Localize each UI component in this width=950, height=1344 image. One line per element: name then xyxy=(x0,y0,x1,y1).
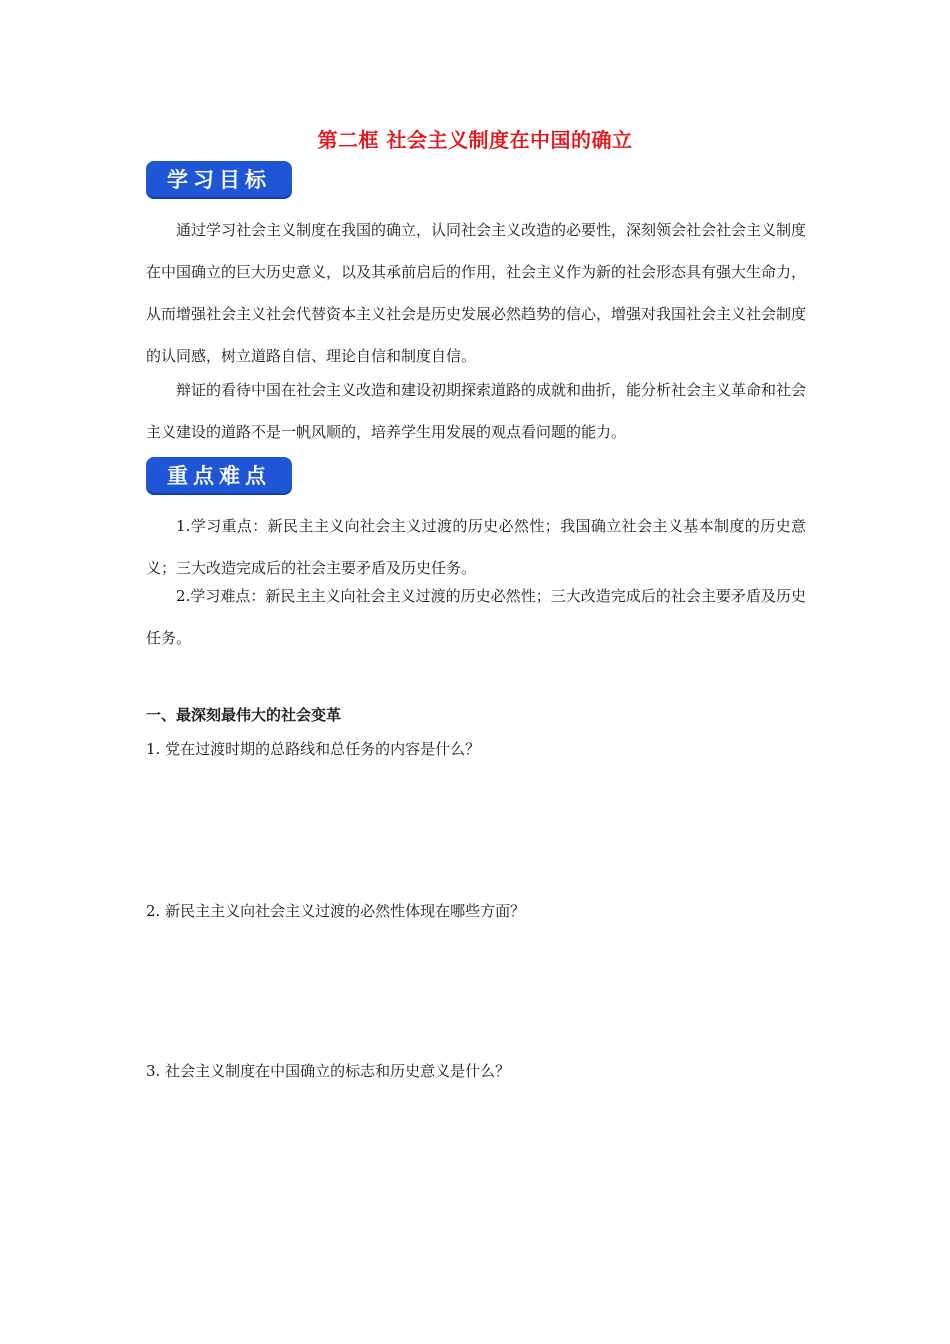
section-heading: 一、最深刻最伟大的社会变革 xyxy=(146,706,342,724)
key-difficult-points-banner: 重点难点 xyxy=(146,457,292,493)
objectives-paragraph-2: 辩证的看待中国在社会主义改造和建设初期探索道路的成就和曲折，能分析社会主义革命和社会主义建设的道路不是一帆风顺的，培养学生用发展的观点看问题的能力。 xyxy=(146,381,807,441)
question-3: 3. 社会主义制度在中国确立的标志和历史意义是什么？ xyxy=(146,1062,511,1080)
objectives-paragraph-1: 通过学习社会主义制度在我国的确立，认同社会主义改造的必要性，深刻领会社会社会主义制度在中国确立的巨大历史意义，以及其承前启后的作用，社会主义作为新的社会形态具有强大生命力，从而增强社会主义社会代替资本主义社会是历史发展必然趋势的信心，增强对我国社会主义社会制度的认同感，树立道路自信、理论自信和制度自信。 xyxy=(146,221,807,365)
page-title: 第二框 社会主义制度在中国的确立 xyxy=(317,128,633,152)
key-points-item-2: 2.学习难点：新民主主义向社会主义过渡的历史必然性；三大改造完成后的社会主要矛盾及历史任务。 xyxy=(146,587,806,647)
key-points-item-1: 1.学习重点：新民主主义向社会主义过渡的历史必然性；我国确立社会主义基本制度的历史意义；三大改造完成后的社会主要矛盾及历史任务。 xyxy=(146,517,806,577)
learning-objectives-banner: 学习目标 xyxy=(146,161,292,197)
question-2: 2. 新民主主义向社会主义过渡的必然性体现在哪些方面？ xyxy=(146,902,526,920)
question-1: 1. 党在过渡时期的总路线和总任务的内容是什么？ xyxy=(146,740,481,758)
